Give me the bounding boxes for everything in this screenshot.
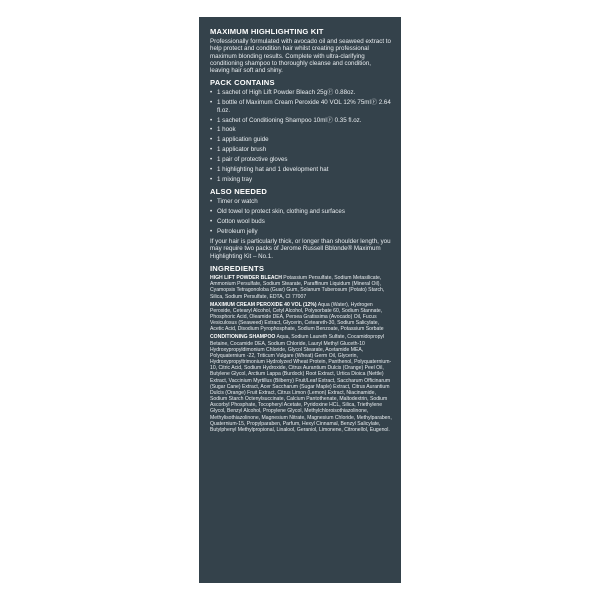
also-needed-heading: ALSO NEEDED xyxy=(210,187,268,197)
pack-item: • 1 applicator brush xyxy=(210,146,392,153)
pack-item: • 1 sachet of High Lift Powder Bleach 25gⒻ 0.88oz. xyxy=(210,89,392,96)
ingredient-section-name: MAXIMUM CREAM PEROXIDE 40 VOL (12%) xyxy=(210,301,317,308)
ingredient-section-text: Aqua, Sodium Laureth Sulfate, Cocamidopropyl Betaine, Cocamide DEA, Sodium Chloride, Lauryl Methyl Gluceth-10 Hydroxypropyldimonium Chloride, Glycol Stearate, Acetamide MEA, Polyquaternium -22, Triticum Vulgare (Wheat) Germ Oil, Glycerin, Hydroxypropyltrimonium Hydrolyzed Wheat Protein, Panthenol, Polyquaternium-10, Citric Acid, Sodium Hydroxide, Citrus Aurantium Dulcis (Orange) Peel Oil, Butylene Glycol, Arctium Lappa (Burdock) Root Extract, Urtica Dioica (Nettle) Extract, Vaccinium Myrtillus (Bilberry) Fruit/Leaf Extract, Saccharum Officinarum (Sugar Cane) Extract, Acer Saccharum (Sugar Maple) Extract, Citrus Aurantium Dulcis (Orange) Fruit Extract, Citrus Limon (Lemon) Extract, Niacinamide, Sodium Starch Octenylsuccinate, Calcium Pantothenate, Maltodextrin, Sodium Ascorbyl Phosphate, Tocopheryl Acetate, Pyridoxine HCL, Silica, Triethylene Glycol, Benzyl Alcohol, Propylene Glycol, Methylchloroisothiazolinone, Methylisothiazolinone, Magnesium Nitrate, Magnesium Chloride, Methylparaben, Quaternium-15, Propylparaben, Parfum, Hexyl Cinnamal, Benzyl Salicylate, Butylphenyl Methylpropional, Linalool, Geraniol, Limonene, Citronellol, Eugenol. xyxy=(210,334,392,433)
usage-note: If your hair is particularly thick, or longer than shoulder length, you may require two packs of Jerome Russell Bblonde® Maximum Highlighting Kit – No.1. xyxy=(210,238,391,260)
kit-description: Professionally formulated with avocado oil and seaweed extract to help protect and condition hair whilst creating professional maximum blonding results. Complete with ultra-clarifying conditioning shampoo to thoroughly cleanse and condition, leaving hair soft and shiny. xyxy=(210,38,391,75)
needed-item: • Old towel to protect skin, clothing and surfaces xyxy=(210,208,392,215)
ingredient-section-text: Potassium Persulfate, Sodium Metasilicate, Ammonium Persulfate, Sodium Stearate, Paraffinum Liquidum (Mineral Oil), Cyamopsis Tetragonoloba (Guar) Gum, Solanum Tuberosum (Potato) Starch, Silica, Sodium Persulfate, EDTA, CI 77007 xyxy=(210,275,385,300)
ingredient-section-bleach xyxy=(210,275,392,300)
ingredient-section-name: CONDITIONING SHAMPOO xyxy=(210,334,276,341)
ingredient-section-peroxide xyxy=(210,302,392,333)
pack-item: • 1 highlighting hat and 1 development hat xyxy=(210,166,392,173)
needed-item: • Cotton wool buds xyxy=(210,218,392,225)
pack-item: • 1 mixing tray xyxy=(210,176,392,183)
ingredient-section-name: HIGH LIFT POWDER BLEACH xyxy=(210,275,282,282)
pack-item: • 1 sachet of Conditioning Shampoo 10mlⒻ 0.35 fl.oz. xyxy=(210,117,392,124)
ingredient-section-text: Aqua (Water), Hydrogen Peroxide, Cetearyl Alcohol, Cetyl Alcohol, Polysorbate 60, Sodium Stannate, Phosphoric Acid, Oleamide DEA, Persea Gratissima (Avocado) Oil, Fucus Vesiculosus (Seaweed) Extract, Glycerin, Ceteareth-30, Sodium Salicylate, Acetic Acid, Disodium Pyrophosphate, Sodium Benzoate, Potassium Sorbate xyxy=(210,301,384,333)
ingredients-heading: INGREDIENTS xyxy=(210,264,265,274)
pack-item: • 1 bottle of Maximum Cream Peroxide 40 VOL 12% 75mlⒻ 2.64 fl.oz. xyxy=(210,99,392,114)
pack-contents-list xyxy=(210,89,392,183)
pack-item: • 1 application guide xyxy=(210,136,392,143)
needed-item: • Petroleum jelly xyxy=(210,228,392,235)
product-info-panel xyxy=(199,17,401,583)
pack-item: • 1 pair of protective gloves xyxy=(210,156,392,163)
kit-title: MAXIMUM HIGHLIGHTING KIT xyxy=(210,27,324,36)
needed-item: • Timer or watch xyxy=(210,198,392,205)
ingredient-section-shampoo xyxy=(210,334,392,433)
pack-item: • 1 hook xyxy=(210,126,392,133)
pack-contains-heading: PACK CONTAINS xyxy=(210,78,275,88)
also-needed-list xyxy=(210,198,392,235)
